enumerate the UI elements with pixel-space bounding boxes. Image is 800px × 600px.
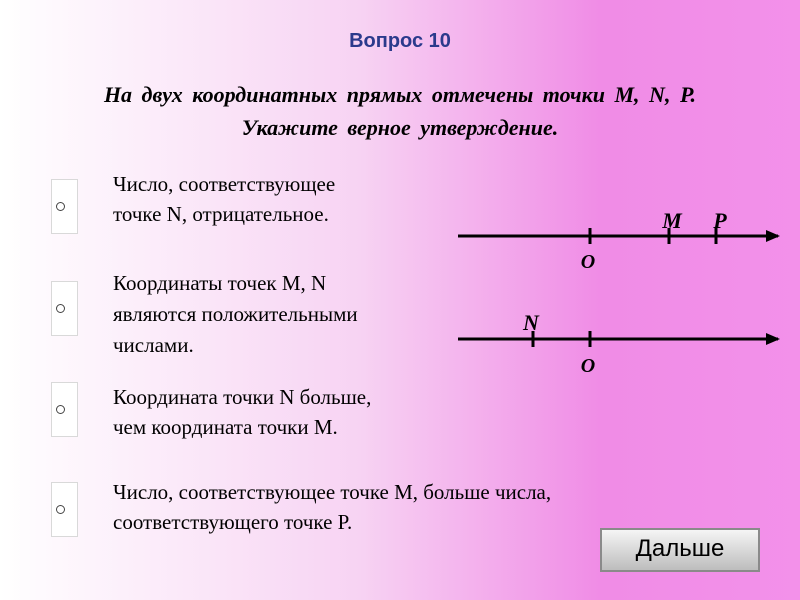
option-2-radio[interactable] <box>52 282 77 335</box>
option-3-radio[interactable] <box>52 383 77 436</box>
axis-arrow-icon <box>766 230 780 242</box>
option-4-text <box>113 477 551 537</box>
option-2-line-1: Координаты точек M, N <box>113 271 327 295</box>
option-3-line-1: Координата точки N больше, <box>113 385 372 409</box>
option-4-radio[interactable] <box>52 483 77 536</box>
radio-circle-icon <box>56 505 65 514</box>
question-line-1: На двух координатных прямых отмечены точки M, N, P. <box>103 82 697 107</box>
option-1-line-2: точке N, отрицательное. <box>113 202 329 226</box>
option-3-text <box>113 382 371 442</box>
radio-circle-icon <box>56 202 65 211</box>
option-2-text <box>113 268 358 361</box>
question-line-2: Укажите верное утверждение. <box>241 115 559 140</box>
radio-circle-icon <box>56 405 65 414</box>
point-n-label: N <box>523 310 539 335</box>
number-line-1 <box>458 208 780 273</box>
axis-arrow-icon <box>766 333 780 345</box>
option-3-line-2: чем координата точки M. <box>113 415 338 439</box>
option-4-line-2: соответствующего точке P. <box>113 510 353 534</box>
radio-circle-icon <box>56 304 65 313</box>
next-button[interactable]: Дальше <box>600 528 760 572</box>
origin-label: O <box>580 251 596 273</box>
option-1-text <box>113 169 335 229</box>
point-m-label: M <box>662 208 682 233</box>
option-2-line-2: являются положительными <box>113 302 358 326</box>
number-lines-diagram <box>440 200 790 380</box>
option-1-radio[interactable] <box>52 180 77 233</box>
number-line-2 <box>458 310 780 377</box>
point-p-label: P <box>713 208 727 233</box>
option-4-line-1: Число, соответствующее точке M, больше числа, <box>113 480 552 504</box>
option-1-line-1: Число, соответствующее <box>113 172 336 196</box>
option-2-line-3: числами. <box>113 333 194 357</box>
question-text <box>20 78 780 144</box>
origin-label: O <box>580 355 596 377</box>
question-number-title: Вопрос 10 <box>349 30 451 52</box>
